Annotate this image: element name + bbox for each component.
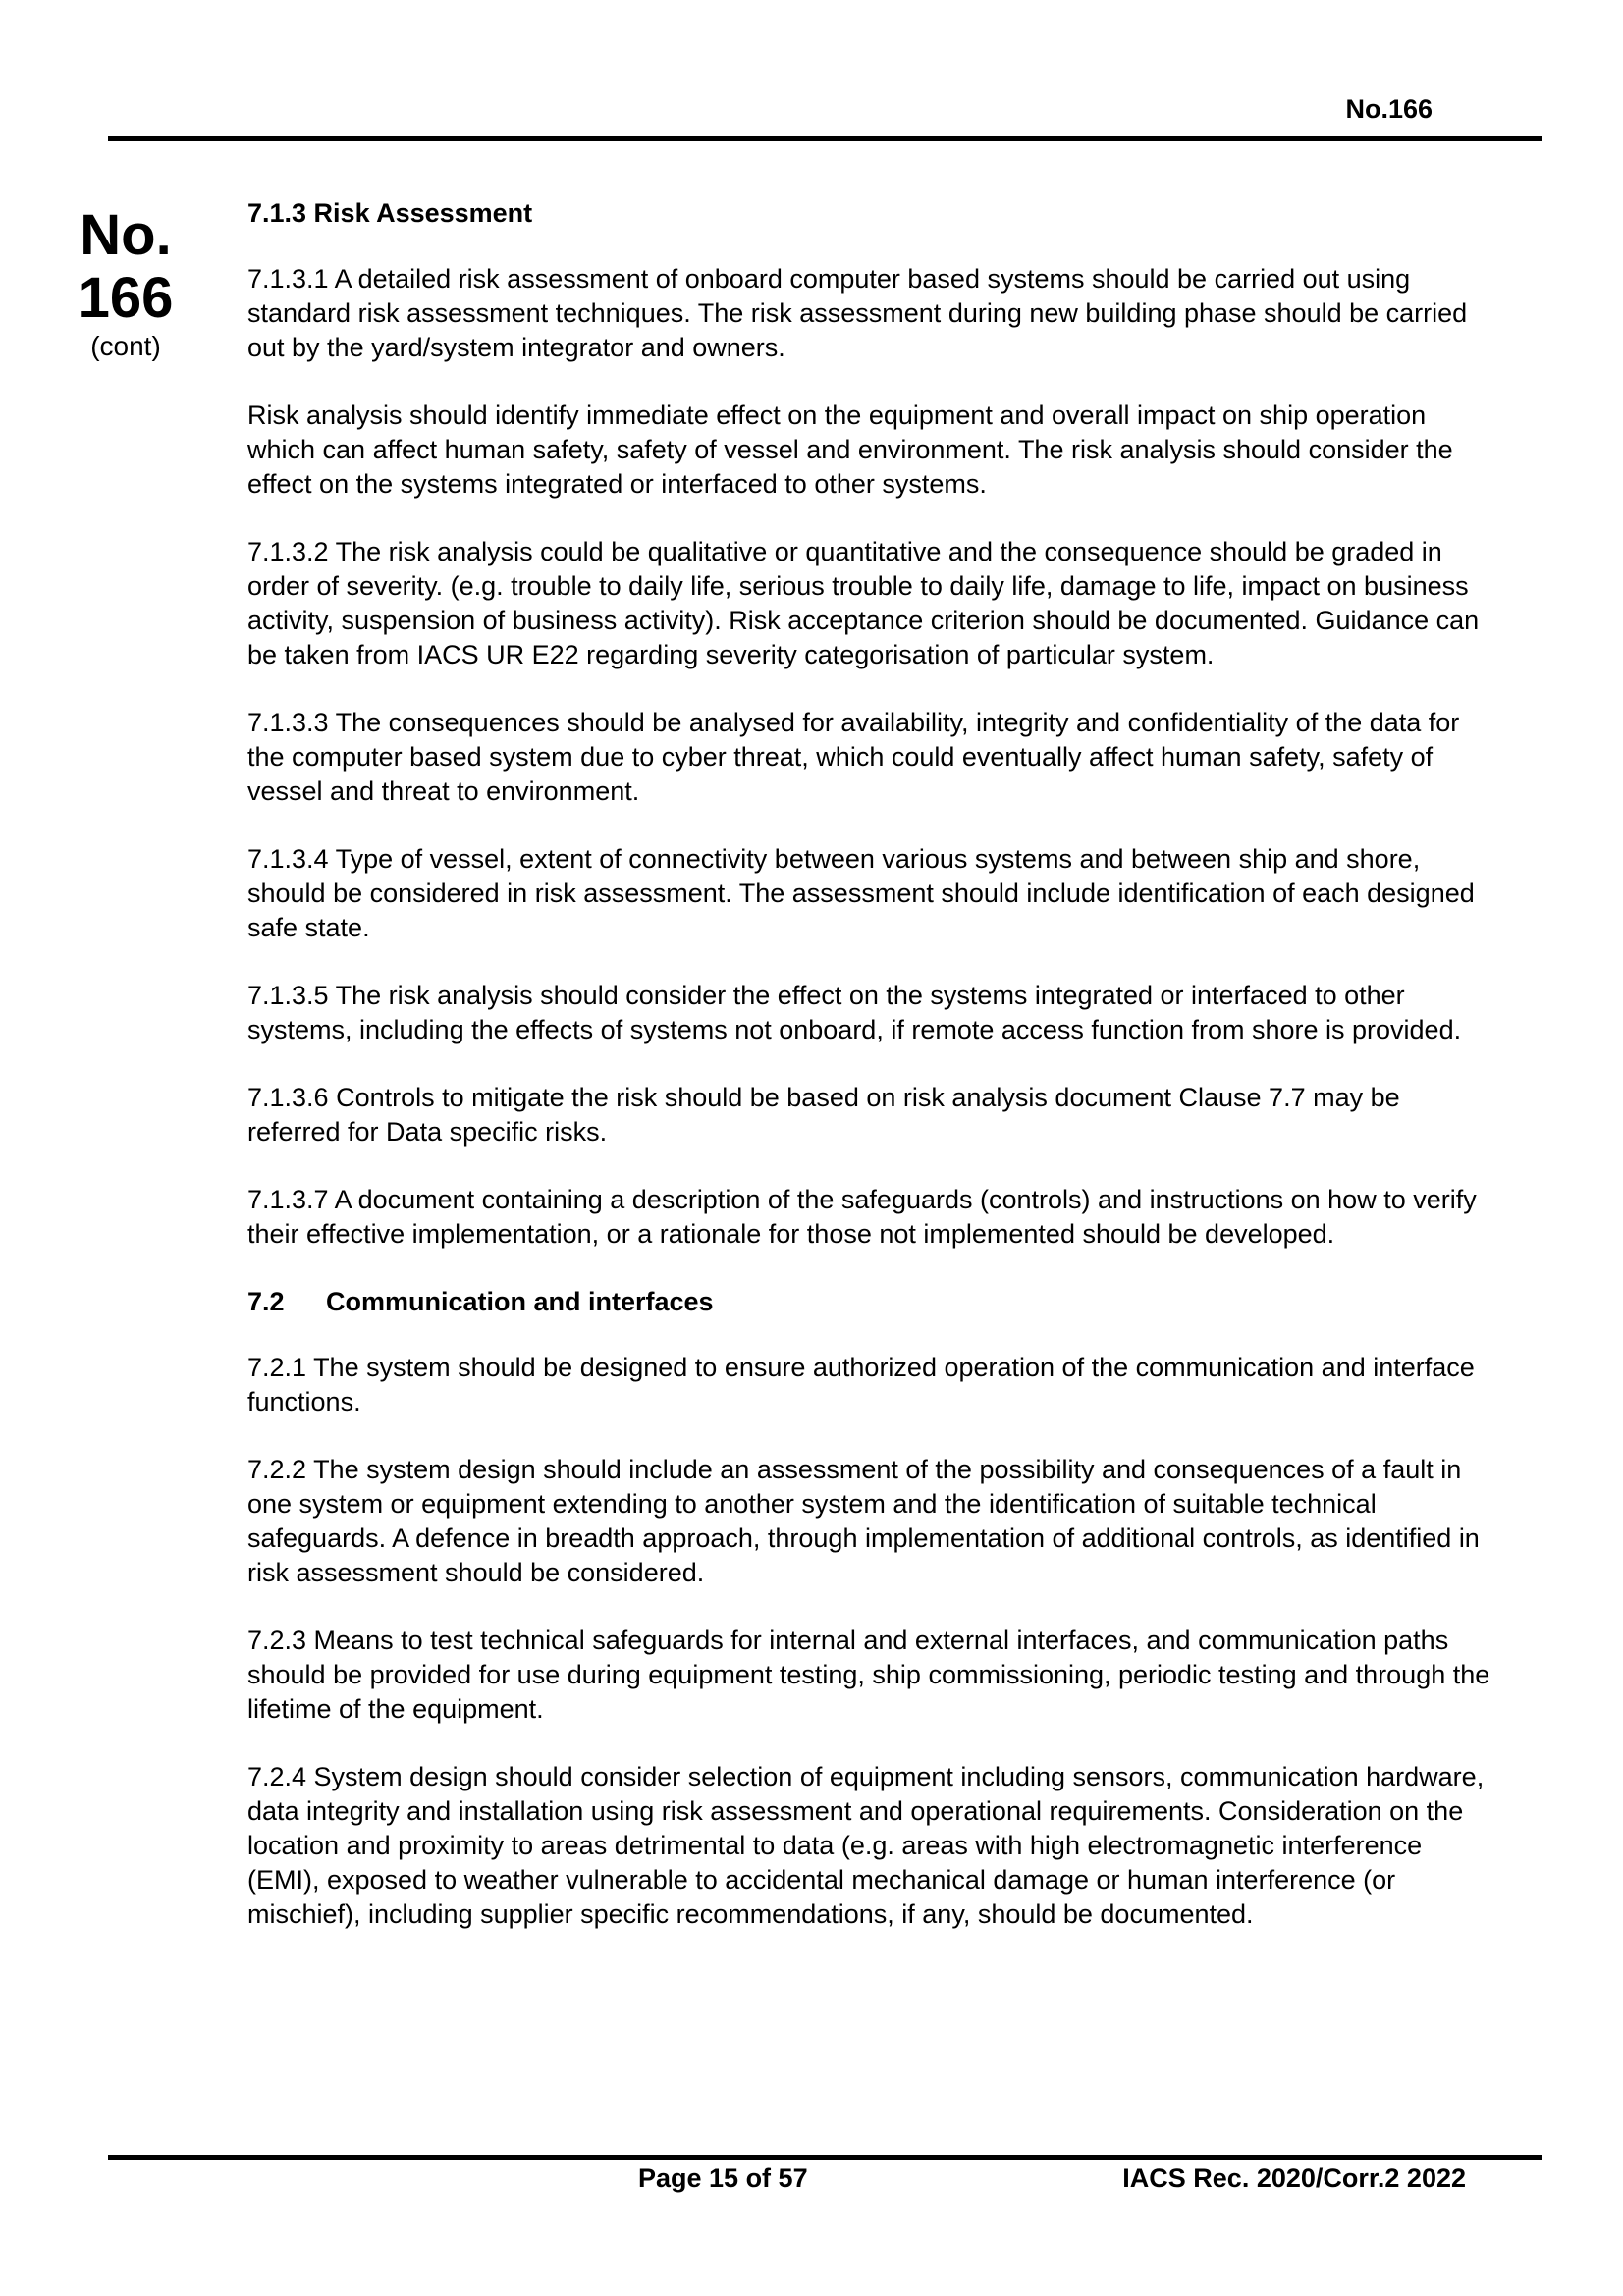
header-doc-number: No.166 <box>1345 94 1433 124</box>
footer-page-number: Page 15 of 57 <box>638 2163 808 2193</box>
side-tag <box>67 204 185 363</box>
paragraph-7-2-1: 7.2.1 The system should be designed to ensure authorized operation of the communication and interface functions. <box>247 1353 1475 1416</box>
footer-reference: IACS Rec. 2020/Corr.2 2022 <box>1122 2163 1466 2193</box>
section-title-7-2: Communication and interfaces <box>326 1287 714 1316</box>
header-rule <box>108 136 1542 141</box>
side-tag-no: No. <box>80 203 172 267</box>
paragraph-7-1-3-7: 7.1.3.7 A document containing a description of the safeguards (controls) and instructions on how to verify their effective implementation, or a rationale for those not implemented should be developed. <box>247 1185 1477 1249</box>
paragraph-7-1-3-4: 7.1.3.4 Type of vessel, extent of connectivity between various systems and between ship and shore, should be considered in risk assessment. The assessment should include identification of each designed safe state. <box>247 844 1475 942</box>
paragraph-7-1-3-2: 7.1.3.2 The risk analysis could be qualitative or quantitative and the consequence should be graded in order of severity. (e.g. trouble to daily life, serious trouble to daily life, damage to life, impact on business activity, suspension of business activity). Risk acceptance criterion should be documented. Guidance can be taken from IACS UR E22 regarding severity categorisation of particular system. <box>247 537 1480 669</box>
side-tag-cont: (cont) <box>90 331 161 361</box>
paragraph-7-2-4: 7.2.4 System design should consider selection of equipment including sensors, communication hardware, data integrity and installation using risk assessment and operational requirements. Consideration on the location and proximity to areas detrimental to data (e.g. areas with high electromagnetic interference (EMI), exposed to weather vulnerable to accidental mechanical damage or human interference (or mischief), including supplier specific recommendations, if any, should be documented. <box>247 1762 1485 1929</box>
paragraph-7-1-3-6: 7.1.3.6 Controls to mitigate the risk should be based on risk analysis document Clause 7.7 may be referred for Data specific risks. <box>247 1083 1400 1147</box>
paragraph-risk-analysis: Risk analysis should identify immediate effect on the equipment and overall impact on ship operation which can affect human safety, safety of vessel and environment. The risk analysis should consider the effect on the systems integrated or interfaced to other systems. <box>247 400 1453 499</box>
paragraph-7-1-3-5: 7.1.3.5 The risk analysis should consider the effect on the systems integrated or interfaced to other systems, including the effects of systems not onboard, if remote access function from shore is provided. <box>247 981 1462 1044</box>
paragraph-7-1-3-1: 7.1.3.1 A detailed risk assessment of onboard computer based systems should be carried out using standard risk assessment techniques. The risk assessment during new building phase should be carried out by the yard/system integrator and owners. <box>247 264 1468 362</box>
side-tag-number: 166 <box>78 266 174 330</box>
section-heading-7-2 <box>247 1285 1499 1319</box>
paragraph-7-2-3: 7.2.3 Means to test technical safeguards for internal and external interfaces, and communication paths should be provided for use during equipment testing, ship commissioning, periodic testing and through the lifetime of the equipment. <box>247 1626 1490 1724</box>
paragraph-7-1-3-3: 7.1.3.3 The consequences should be analysed for availability, integrity and confidentiality of the data for the computer based system due to cyber threat, which could eventually affect human safety, safety of vessel and threat to environment. <box>247 708 1460 806</box>
section-heading-7-1-3: 7.1.3 Risk Assessment <box>247 198 533 228</box>
section-number-7-2: 7.2 <box>247 1287 285 1316</box>
document-body <box>247 196 1499 1965</box>
footer-rule <box>108 2155 1542 2160</box>
paragraph-7-2-2: 7.2.2 The system design should include an assessment of the possibility and consequences of a fault in one system or equipment extending to another system and the identification of suitable technical safeguards. A defence in breadth approach, through implementation of additional controls, as identified in risk assessment should be considered. <box>247 1455 1480 1587</box>
